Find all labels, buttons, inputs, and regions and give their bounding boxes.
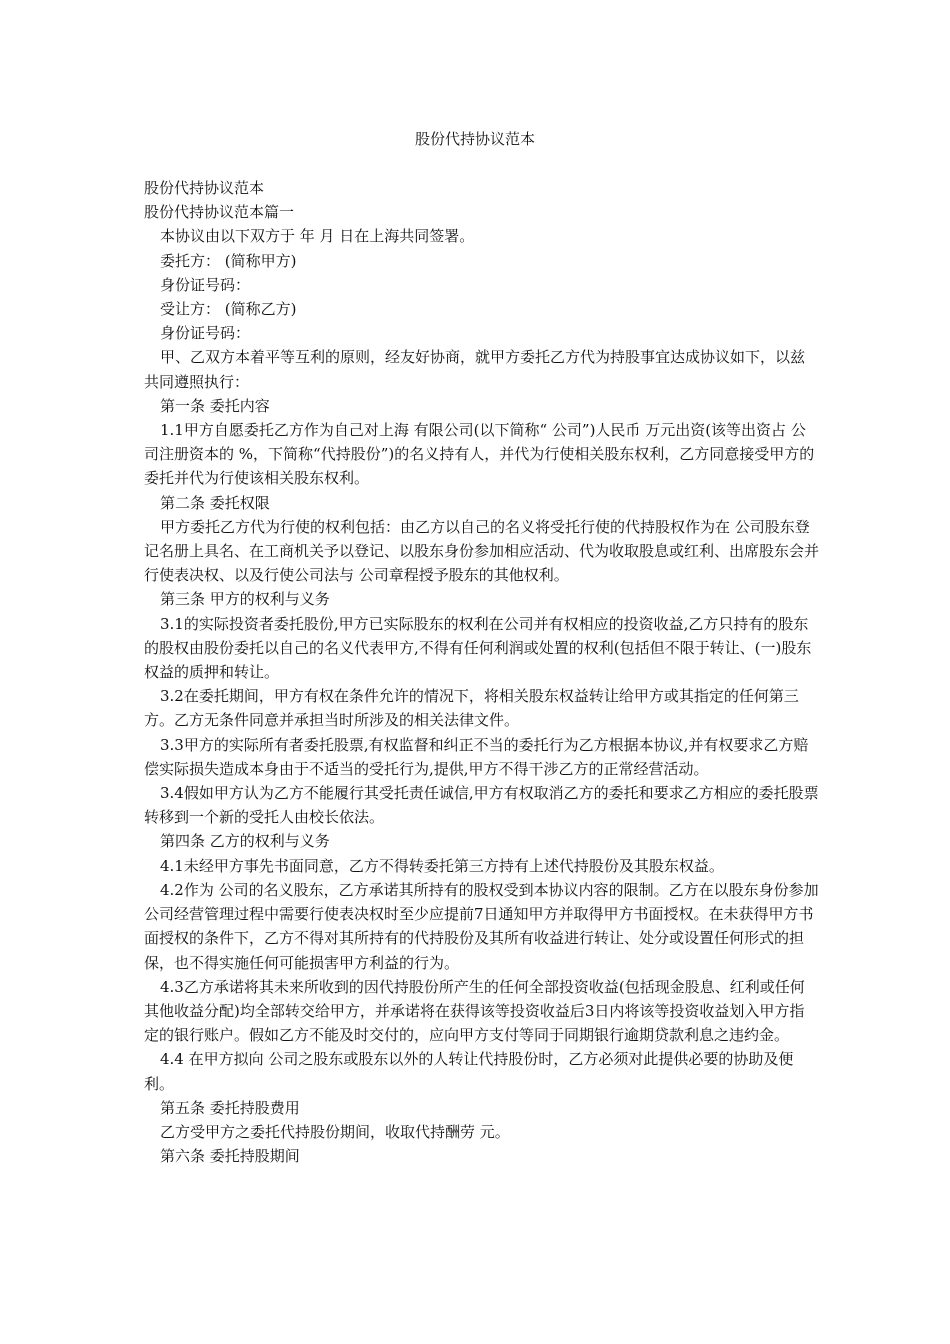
document-paragraph: 第二条 委托权限 xyxy=(160,493,270,512)
document-title: 股份代持协议范本 xyxy=(414,130,535,148)
document-paragraph: 第五条 委托持股费用 xyxy=(160,1098,300,1117)
document-paragraph: 4.2作为 公司的名义股东，乙方承诺其所持有的股权受到本协议内容的限制。乙方在以股东身份参加 公司经营管理过程中需要行使表决权时至少应提前7日通知甲方并取得甲方书面授权。在未获得甲方书面授权的条件下，乙方不得对其所持有的代持股份及其所有收益进行转让、处分或设置任何形式的担保，也不得实施任何可能损害甲方利益的行为。 xyxy=(144,880,819,972)
document-paragraph: 乙方受甲方之委托代持股份期间，收取代持酬劳 元。 xyxy=(160,1122,510,1141)
document-paragraph: 3.4假如甲方认为乙方不能履行其受托责任诚信,甲方有权取消乙方的委托和要求乙方相应的委托股票转移到一个新的受托人由校长依法。 xyxy=(144,784,819,827)
document-paragraph: 甲、乙双方本着平等互利的原则，经友好协商，就甲方委托乙方代为持股事宜达成协议如下，以兹共同遵照执行： xyxy=(144,348,806,391)
document-paragraph: 股份代持协议范本 xyxy=(144,179,265,197)
document-paragraph: 委托方： (简称甲方) xyxy=(160,251,297,270)
document-paragraph: 4.3乙方承诺将其未来所收到的因代持股份所产生的任何全部投资收益(包括现金股息、红利或任何其他收益分配)均全部转交给甲方，并承诺将在获得该等投资收益后3日内将该等投资收益划入甲方指定的银行账户。假如乙方不能及时交付的，应向甲方支付等同于同期银行逾期贷款利息之违约金。 xyxy=(144,977,805,1045)
document-paragraph: 1.1甲方自愿委托乙方作为自己对上海 有限公司(以下简称“ 公司”)人民币 万元出资(该等出资占 公司注册资本的 %，下简称“代持股份”)的名义持有人，并代为行使相关股东权利，乙方同意接受甲方的委托并代为行使该相关股东权利。 xyxy=(144,421,815,488)
document-body xyxy=(144,176,819,1168)
document-paragraph: 本协议由以下双方于 年 月 日在上海共同签署。 xyxy=(160,227,475,246)
document-paragraph: 第三条 甲方的权利与义务 xyxy=(160,590,330,609)
document-paragraph: 3.1的实际投资者委托股份,甲方已实际股东的权利在公司并有权相应的投资收益,乙方只持有的股东的股权由股份委托以自己的名义代表甲方,不得有任何利润或处置的权利(包括但不限于转让、(一)股东权益的质押和转让。 xyxy=(144,614,812,682)
document-paragraph: 第六条 委托持股期间 xyxy=(160,1147,300,1166)
document-paragraph: 4.4 在甲方拟向 公司之股东或股东以外的人转让代持股份时，乙方必须对此提供必要的协助及便利。 xyxy=(144,1050,794,1093)
document-paragraph: 甲方委托乙方代为行使的权利包括：由乙方以自己的名义将受托行使的代持股权作为在 公司股东登记名册上具名、在工商机关予以登记、以股东身份参加相应活动、代为收取股息或红利、出席股东会并行使表决权、以及行使公司法与 公司章程授予股东的其他权利。 xyxy=(144,517,820,585)
document-paragraph: 3.3甲方的实际所有者委托股票,有权监督和纠正不当的委托行为乙方根据本协议,并有权要求乙方赔偿实际损失造成本身由于不适当的受托行为,提供,甲方不得干涉乙方的正常经营活动。 xyxy=(144,735,809,778)
document-paragraph: 股份代持协议范本篇一 xyxy=(144,203,295,222)
document-paragraph: 4.1未经甲方事先书面同意，乙方不得转委托第三方持有上述代持股份及其股东权益。 xyxy=(160,856,724,875)
document-paragraph: 受让方： (简称乙方) xyxy=(160,300,297,319)
document-paragraph: 身份证号码： xyxy=(160,275,251,294)
document-paragraph: 第四条 乙方的权利与义务 xyxy=(160,832,330,851)
document-paragraph: 3.2在委托期间，甲方有权在条件允许的情况下，将相关股东权益转让给甲方或其指定的任何第三方。乙方无条件同意并承担当时所涉及的相关法律文件。 xyxy=(144,687,799,730)
document-paragraph: 第一条 委托内容 xyxy=(160,396,270,415)
document-paragraph: 身份证号码： xyxy=(160,324,251,343)
